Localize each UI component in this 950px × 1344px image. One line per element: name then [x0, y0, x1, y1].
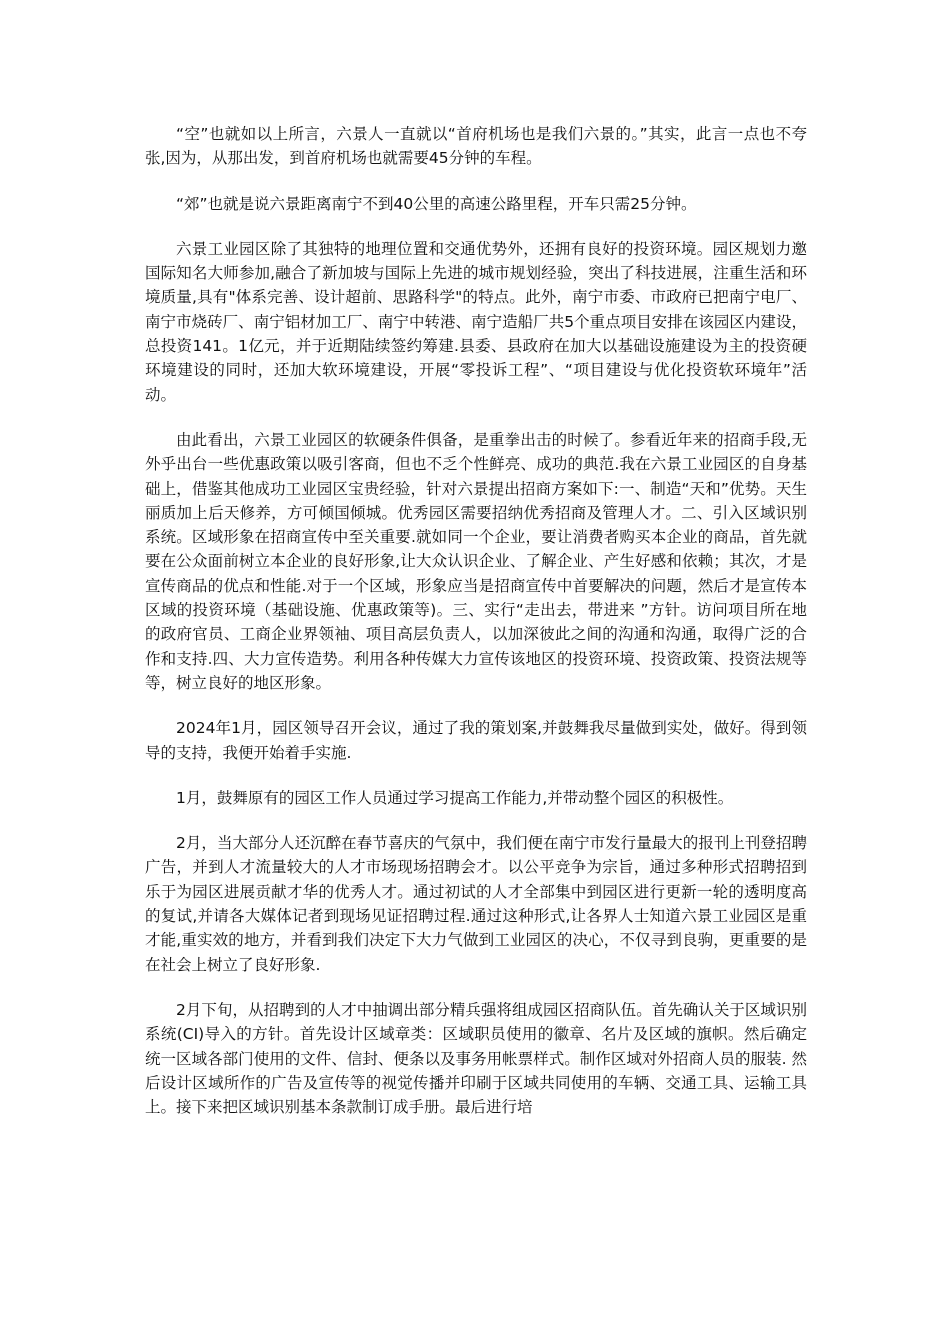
paragraph-late-february-ci: 2月下旬，从招聘到的人才中抽调出部分精兵强将组成园区招商队伍。首先确认关于区域识别系统(CI)导入的方针。首先设计区域章类：区域职员使用的徽章、名片及区域的旗帜。然后确定统一区域各部门使用的文件、信封、便条以及事务用帐票样式。制作区域对外招商人员的服装. 然后设计区域所作的广告及宣传等的视觉传播并印刷于区域共同使用的车辆、交通工具、运输工具上。接下来把区域识别基本条款制订成手册。最后进行培 [145, 1000, 807, 1117]
paragraph-february-recruitment: 2月，当大部分人还沉醉在春节喜庆的气氛中，我们便在南宁市发行量最大的报刊上刊登招聘广告，并到人才流量较大的人才市场现场招聘会才。以公平竞争为宗旨，通过多种形式招聘招到乐于为园区进展贡献才华的优秀人才。通过初试的人才全部集中到园区进行更新一轮的透明度高的复试,并请各大媒体记者到现场见证招聘过程.通过这种形式,让各界人士知道六景工业园区是重才能,重实效的地方，并看到我们决定下大力气做到工业园区的决心，不仅寻到良驹，更重要的是在社会上树立了良好形象. [145, 834, 807, 974]
paragraph-jiao: “郊”也就是说六景距离南宁不到40公里的高速公路里程，开车只需25分钟。 [176, 194, 697, 213]
paragraph-kong: “空”也就如以上所言，六景人一直就以“首府机场也是我们六景的。”其实，此言一点也不夸张,因为，从那出发，到首府机场也就需要45分钟的车程。 [145, 125, 807, 168]
paragraph-january: 1月，鼓舞原有的园区工作人员通过学习提高工作能力,并带动整个园区的积极性。 [176, 788, 734, 807]
paragraph-investment-plan: 由此看出，六景工业园区的软硬条件俱备，是重拳出击的时候了。参看近年来的招商手段,无外乎出台一些优惠政策以吸引客商，但也不乏个性鲜亮、成功的典范.我在六景工业园区的自身基础上，借鉴其他成功工业园区宝贵经验，针对六景提出招商方案如下:一、制造“天和”优势。天生丽质加上后天修养，方可倾国倾城。优秀园区需要招纳优秀招商及管理人才。二、引入区域识别系统。区域形象在招商宣传中至关重要.就如同一个企业，要让消费者购买本企业的商品，首先就要在公众面前树立本企业的良好形象,让大众认识企业、了解企业、产生好感和依赖；其次，才是宣传商品的优点和性能.对于一个区域，形象应当是招商宣传中首要解决的问题，然后才是宣传本区域的投资环境（基础设施、优惠政策等)。三、实行“走出去，带进来 ”方针。访问项目所在地的政府官员、工商企业界领袖、项目高层负责人，以加深彼此之间的沟通和沟通，取得广泛的合作和支持.四、大力宣传造势。利用各种传媒大力宣传该地区的投资环境、投资政策、投资法规等等，树立良好的地区形象。 [145, 430, 807, 692]
paragraph-investment-environment: 六景工业园区除了其独特的地理位置和交通优势外，还拥有良好的投资环境。园区规划力邀国际知名大师参加,融合了新加坡与国际上先进的城市规划经验，突出了科技进展，注重生活和环境质量,具有"体系完善、设计超前、思路科学"的特点。此外，南宁市委、市政府已把南宁电厂、南宁市烧砖厂、南宁铝材加工厂、南宁中转港、南宁造船厂共5个重点项目安排在该园区内建设，总投资141。1亿元，并于近期陆续签约筹建.县委、县政府在加大以基础设施建设为主的投资硬环境建设的同时，还加大软环境建设，开展“零投诉工程”、“项目建设与优化投资软环境年”活动。 [145, 239, 807, 404]
document-body [145, 122, 807, 1140]
paragraph-january-2024-meeting: 2024年1月，园区领导召开会议，通过了我的策划案,并鼓舞我尽量做到实处，做好。得到领导的支持，我便开始着手实施. [145, 719, 807, 762]
